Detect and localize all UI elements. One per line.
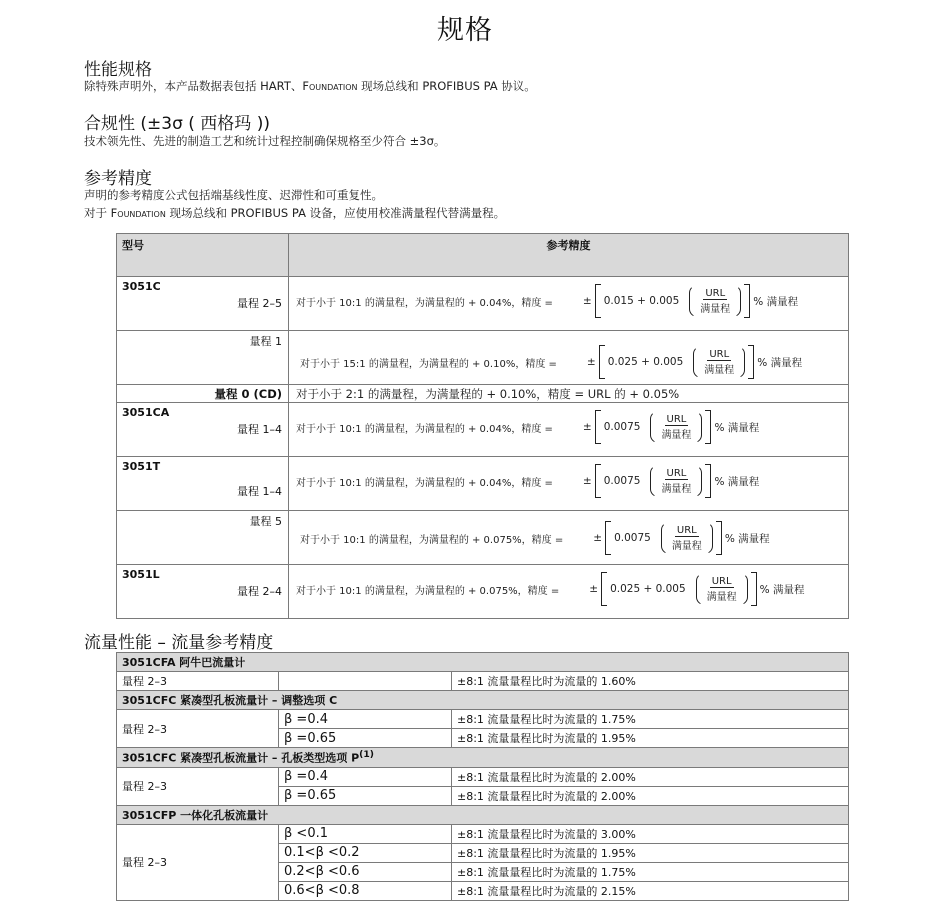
sec2-title: 3051CFC 紧凑型孔板流量计 – 调整选项 C xyxy=(117,691,849,710)
right-bracket-icon xyxy=(751,572,757,606)
formula-unit: % 满量程 xyxy=(757,356,803,369)
sec2-range: 量程 2–3 xyxy=(117,710,279,748)
right-paren-icon xyxy=(694,465,702,497)
accuracy-formula xyxy=(587,345,802,379)
line2-foundation: Foundation xyxy=(110,206,166,220)
right-bracket-icon xyxy=(705,410,711,444)
accuracy-formula xyxy=(583,464,759,498)
beta-cell: β =0.65 xyxy=(279,729,452,748)
accuracy-formula xyxy=(593,521,769,555)
plus-minus: ± xyxy=(586,356,596,368)
fraction-denominator: 满量程 xyxy=(661,483,692,495)
page-title: 规格 xyxy=(437,15,493,46)
table-row xyxy=(117,403,849,457)
model-name: 3051CA xyxy=(122,406,170,419)
table-row xyxy=(117,277,849,331)
fraction xyxy=(661,468,691,495)
formula-constant: 0.0075 xyxy=(614,532,651,544)
table-row xyxy=(117,565,849,619)
accuracy-formula-row xyxy=(289,385,848,402)
formula-constant: 0.025 + 0.005 xyxy=(610,583,686,595)
flow-section-header xyxy=(117,653,849,672)
col-accuracy-header: 参考精度 xyxy=(289,234,849,277)
accuracy-formula-row xyxy=(289,331,848,379)
sec4-title: 3051CFP 一体化孔板流量计 xyxy=(117,805,849,824)
accuracy-formula xyxy=(583,284,798,318)
range-label: 量程 0 (CD) xyxy=(214,387,282,401)
conformance-text: 技术领先性、先进的制造工艺和统计过程控制确保规格至少符合 ±3σ。 xyxy=(84,134,446,148)
condition-text: 对于小于 10:1 的满量程，为满量程的 + 0.04%，精度 = xyxy=(296,423,553,435)
conformance-heading: 合规性 (±3σ ( 西格玛 )) xyxy=(84,114,270,134)
accuracy-cell xyxy=(289,331,849,385)
left-paren-icon xyxy=(650,465,658,497)
value-cell: ±8:1 流量量程比时为流量的 2.00% xyxy=(452,786,849,805)
fraction-numerator: URL xyxy=(711,575,732,587)
table-row xyxy=(117,331,849,385)
table-row xyxy=(117,824,849,843)
formula-unit: % 满量程 xyxy=(724,532,770,545)
fraction xyxy=(704,349,734,376)
fraction-denominator: 满量程 xyxy=(700,303,731,315)
beta-cell: 0.6<β <0.8 xyxy=(279,881,452,900)
left-bracket-icon xyxy=(601,572,607,606)
spec-table xyxy=(116,233,849,619)
table-row xyxy=(117,385,849,403)
formula-unit: % 满量程 xyxy=(714,421,760,434)
model-cell xyxy=(117,457,289,511)
fraction-denominator: 满量程 xyxy=(671,540,702,552)
range-label: 量程 2–5 xyxy=(237,297,282,310)
right-bracket-icon xyxy=(716,521,722,555)
perf-text-b: 现场总线和 PROFIBUS PA 协议。 xyxy=(357,79,536,93)
line2-pre: 对于 xyxy=(84,206,111,220)
beta-cell: β =0.65 xyxy=(279,786,452,805)
fraction-numerator: URL xyxy=(676,524,697,536)
model-name: 3051C xyxy=(122,280,161,293)
right-paren-icon xyxy=(694,411,702,443)
formula-constant: 0.0075 xyxy=(603,421,641,433)
sec3-range: 量程 2–3 xyxy=(117,767,279,805)
plus-minus: ± xyxy=(589,583,599,595)
right-bracket-icon xyxy=(744,284,750,318)
left-paren-icon xyxy=(661,522,669,554)
model-cell xyxy=(117,277,289,331)
range-label: 量程 1–4 xyxy=(237,485,282,498)
range-label: 量程 1 xyxy=(249,335,282,348)
formula-constant: 0.015 + 0.005 xyxy=(603,295,680,307)
fraction xyxy=(672,525,702,552)
left-bracket-icon xyxy=(595,464,601,498)
value-cell: ±8:1 流量量程比时为流量的 1.95% xyxy=(452,729,849,748)
ref-accuracy-line1: 声明的参考精度公式包括端基线性度、迟滞性和可重复性。 xyxy=(84,188,383,202)
sec1-range: 量程 2–3 xyxy=(117,672,279,691)
value-cell: ±8:1 流量量程比时为流量的 1.95% xyxy=(452,843,849,862)
fraction-numerator: URL xyxy=(705,287,726,299)
fraction-denominator: 满量程 xyxy=(704,364,735,376)
condition-text: 对于小于 10:1 的满量程，为满量程的 + 0.075%，精度 = xyxy=(300,534,564,546)
accuracy-formula xyxy=(583,410,759,444)
range-label: 量程 1–4 xyxy=(237,423,282,436)
right-paren-icon xyxy=(740,573,748,605)
plus-minus: ± xyxy=(593,532,603,544)
right-paren-icon xyxy=(705,522,713,554)
right-paren-icon xyxy=(733,285,741,317)
flow-heading: 流量性能 – 流量参考精度 xyxy=(84,633,274,653)
fraction xyxy=(700,288,730,315)
sec3-title-text: 3051CFC 紧凑型孔板流量计 – 孔板类型选项 P xyxy=(122,751,360,765)
accuracy-formula-row xyxy=(289,403,848,444)
model-cell xyxy=(117,565,289,619)
value-cell: ±8:1 流量量程比时为流量的 3.00% xyxy=(452,824,849,843)
table-row xyxy=(117,457,849,511)
formula-unit: % 满量程 xyxy=(753,295,799,308)
model-name: 3051T xyxy=(122,460,161,473)
left-bracket-icon xyxy=(605,521,611,555)
empty-cell xyxy=(279,672,452,691)
accuracy-formula-row xyxy=(289,565,848,606)
value-cell: ±8:1 流量量程比时为流量的 2.00% xyxy=(452,767,849,786)
condition-text: 对于小于 15:1 的满量程，为满量程的 + 0.10%，精度 = xyxy=(300,358,557,370)
left-bracket-icon xyxy=(599,345,605,379)
ref-accuracy-line2 xyxy=(84,205,505,222)
flow-section-header xyxy=(117,805,849,824)
accuracy-cell xyxy=(289,457,849,511)
perf-text xyxy=(84,78,536,95)
ref-accuracy-heading: 参考精度 xyxy=(84,169,152,189)
fraction-denominator: 满量程 xyxy=(661,429,692,441)
accuracy-cell xyxy=(289,511,849,565)
sec4-range: 量程 2–3 xyxy=(117,824,279,900)
model-cell xyxy=(117,331,289,385)
formula-constant: 0.025 + 0.005 xyxy=(607,356,684,368)
sec1-value: ±8:1 流量量程比时为流量的 1.60% xyxy=(452,672,849,691)
model-name: 3051L xyxy=(122,568,160,581)
condition-text: 对于小于 10:1 的满量程，为满量程的 + 0.04%，精度 = xyxy=(296,477,553,489)
table-row xyxy=(117,767,849,786)
beta-cell: β <0.1 xyxy=(279,824,452,843)
sec1-title: 3051CFA 阿牛巴流量计 xyxy=(117,653,849,672)
beta-cell: 0.1<β <0.2 xyxy=(279,843,452,862)
right-bracket-icon xyxy=(705,464,711,498)
model-cell xyxy=(117,511,289,565)
accuracy-cell xyxy=(289,277,849,331)
value-cell: ±8:1 流量量程比时为流量的 1.75% xyxy=(452,710,849,729)
perf-foundation: Foundation xyxy=(302,79,358,93)
left-paren-icon xyxy=(693,346,701,378)
accuracy-formula-row xyxy=(289,277,848,318)
condition-text: 对于小于 10:1 的满量程，为满量程的 + 0.075%，精度 = xyxy=(296,585,560,597)
left-bracket-icon xyxy=(595,410,601,444)
flow-table xyxy=(116,652,849,901)
table-row xyxy=(117,710,849,729)
left-paren-icon xyxy=(689,285,697,317)
right-bracket-icon xyxy=(748,345,754,379)
flow-section-header xyxy=(117,748,849,768)
value-cell: ±8:1 流量量程比时为流量的 1.75% xyxy=(452,862,849,881)
beta-cell: β =0.4 xyxy=(279,767,452,786)
plus-minus: ± xyxy=(582,295,592,307)
table-row xyxy=(117,511,849,565)
line2-post: 现场总线和 PROFIBUS PA 设备，应使用校准满量程代替满量程。 xyxy=(165,206,506,220)
plus-minus: ± xyxy=(582,475,592,487)
left-paren-icon xyxy=(650,411,658,443)
table-row xyxy=(117,672,849,691)
fraction-numerator: URL xyxy=(709,348,730,360)
model-cell xyxy=(117,385,289,403)
accuracy-cell xyxy=(289,385,849,403)
formula-constant: 0.0075 xyxy=(603,475,641,487)
formula-unit: % 满量程 xyxy=(714,475,760,488)
accuracy-formula xyxy=(589,572,804,606)
accuracy-cell xyxy=(289,403,849,457)
fraction-numerator: URL xyxy=(666,413,687,425)
flow-section-header xyxy=(117,691,849,710)
condition-text: 对于小于 2:1 的满量程，为满量程的 + 0.10%，精度 = URL 的 + 0.05% xyxy=(296,387,680,401)
model-cell xyxy=(117,403,289,457)
perf-text-a: 除特殊声明外，本产品数据表包括 HART、 xyxy=(84,79,303,93)
fraction-numerator: URL xyxy=(666,467,687,479)
condition-text: 对于小于 10:1 的满量程，为满量程的 + 0.04%，精度 = xyxy=(296,297,553,309)
plus-minus: ± xyxy=(582,421,592,433)
beta-cell: 0.2<β <0.6 xyxy=(279,862,452,881)
accuracy-formula-row xyxy=(289,457,848,498)
formula-unit: % 满量程 xyxy=(759,583,805,596)
range-label: 量程 5 xyxy=(249,515,282,528)
accuracy-formula-row xyxy=(289,511,848,555)
perf-heading: 性能规格 xyxy=(84,60,152,80)
accuracy-cell xyxy=(289,565,849,619)
fraction-denominator: 满量程 xyxy=(706,591,737,603)
col-model-header: 型号 xyxy=(117,234,289,277)
range-label: 量程 2–4 xyxy=(237,585,282,598)
left-paren-icon xyxy=(696,573,704,605)
beta-cell: β =0.4 xyxy=(279,710,452,729)
footnote-ref: (1) xyxy=(359,749,374,760)
sec3-title xyxy=(117,748,849,768)
fraction xyxy=(707,576,737,603)
left-bracket-icon xyxy=(595,284,601,318)
right-paren-icon xyxy=(737,346,745,378)
fraction xyxy=(661,414,691,441)
value-cell: ±8:1 流量量程比时为流量的 2.15% xyxy=(452,881,849,900)
